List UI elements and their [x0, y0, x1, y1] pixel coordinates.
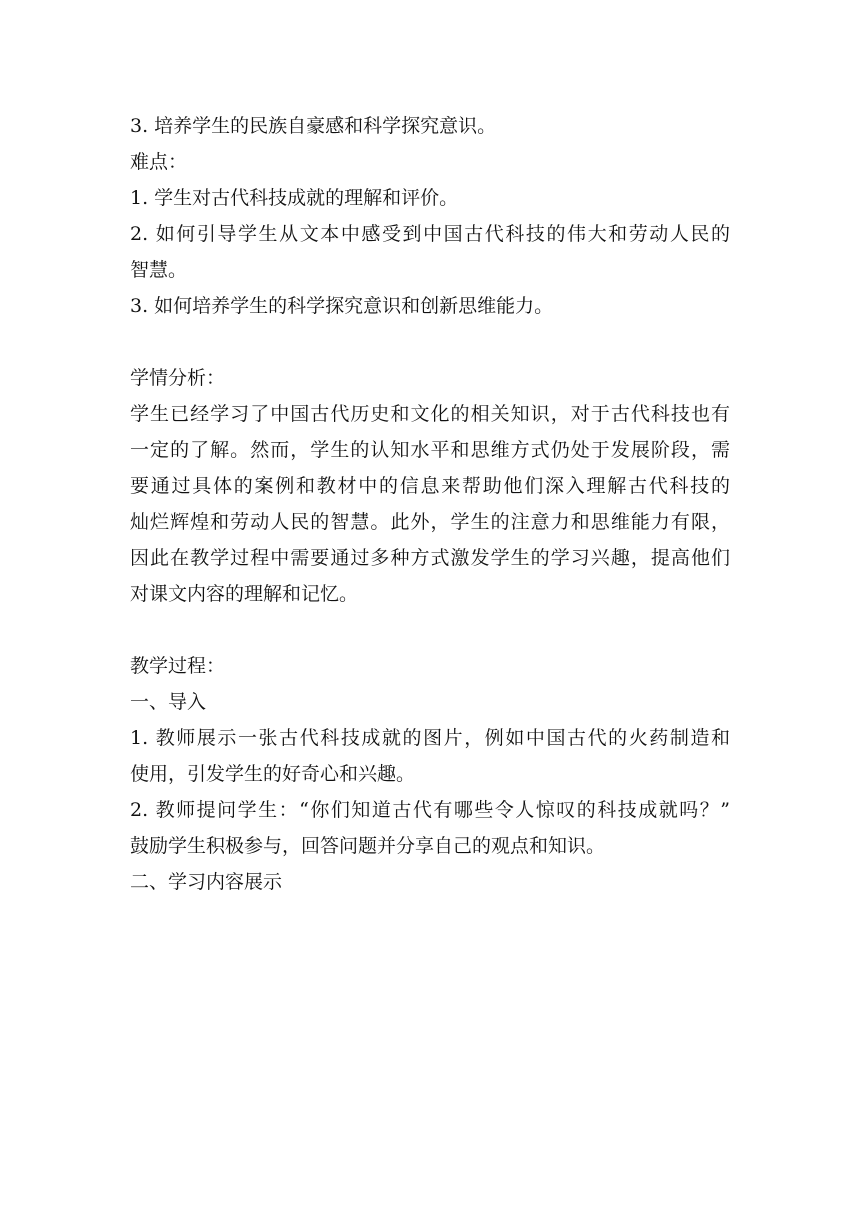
list-item-continuation: 鼓励学生积极参与，回答问题并分享自己的观点和知识。: [130, 835, 606, 857]
list-item-continuation: 使用，引发学生的好奇心和兴趣。: [130, 763, 416, 785]
paragraph-gap: [130, 612, 730, 648]
paragraph-line: 灿烂辉煌和劳动人民的智慧。此外，学生的注意力和思维能力有限，: [130, 511, 730, 533]
subsection-heading-content-display: 二、学习内容展示: [130, 871, 283, 893]
document-body: [130, 108, 730, 900]
paragraph-line: 学生已经学习了中国古代历史和文化的相关知识，对于古代科技也有: [130, 403, 730, 425]
list-item: 3. 如何培养学生的科学探究意识和创新思维能力。: [130, 295, 554, 317]
subsection-heading-introduction: 一、导入: [130, 691, 207, 713]
list-item: 1. 教师展示一张古代科技成就的图片，例如中国古代的火药制造和: [130, 727, 730, 749]
paragraph-gap: [130, 324, 730, 360]
list-item-continuation: 智慧。: [130, 259, 188, 281]
section-heading-student-analysis: 学情分析：: [130, 367, 226, 389]
paragraph-line: 对课文内容的理解和记忆。: [130, 583, 359, 605]
list-item: 2. 如何引导学生从文本中感受到中国古代科技的伟大和劳动人民的: [130, 223, 730, 245]
list-item: 3. 培养学生的民族自豪感和科学探究意识。: [130, 115, 497, 137]
list-item: 1. 学生对古代科技成就的理解和评价。: [130, 187, 459, 209]
list-item: 2. 教师提问学生：“你们知道古代有哪些令人惊叹的科技成就吗？”: [130, 799, 730, 821]
paragraph-line: 因此在教学过程中需要通过多种方式激发学生的学习兴趣，提高他们: [130, 547, 730, 569]
paragraph-line: 要通过具体的案例和教材中的信息来帮助他们深入理解古代科技的: [130, 475, 730, 497]
section-heading-teaching-process: 教学过程：: [130, 655, 226, 677]
paragraph-line: 一定的了解。然而，学生的认知水平和思维方式仍处于发展阶段，需: [130, 439, 730, 461]
section-heading-difficulties: 难点：: [130, 151, 188, 173]
